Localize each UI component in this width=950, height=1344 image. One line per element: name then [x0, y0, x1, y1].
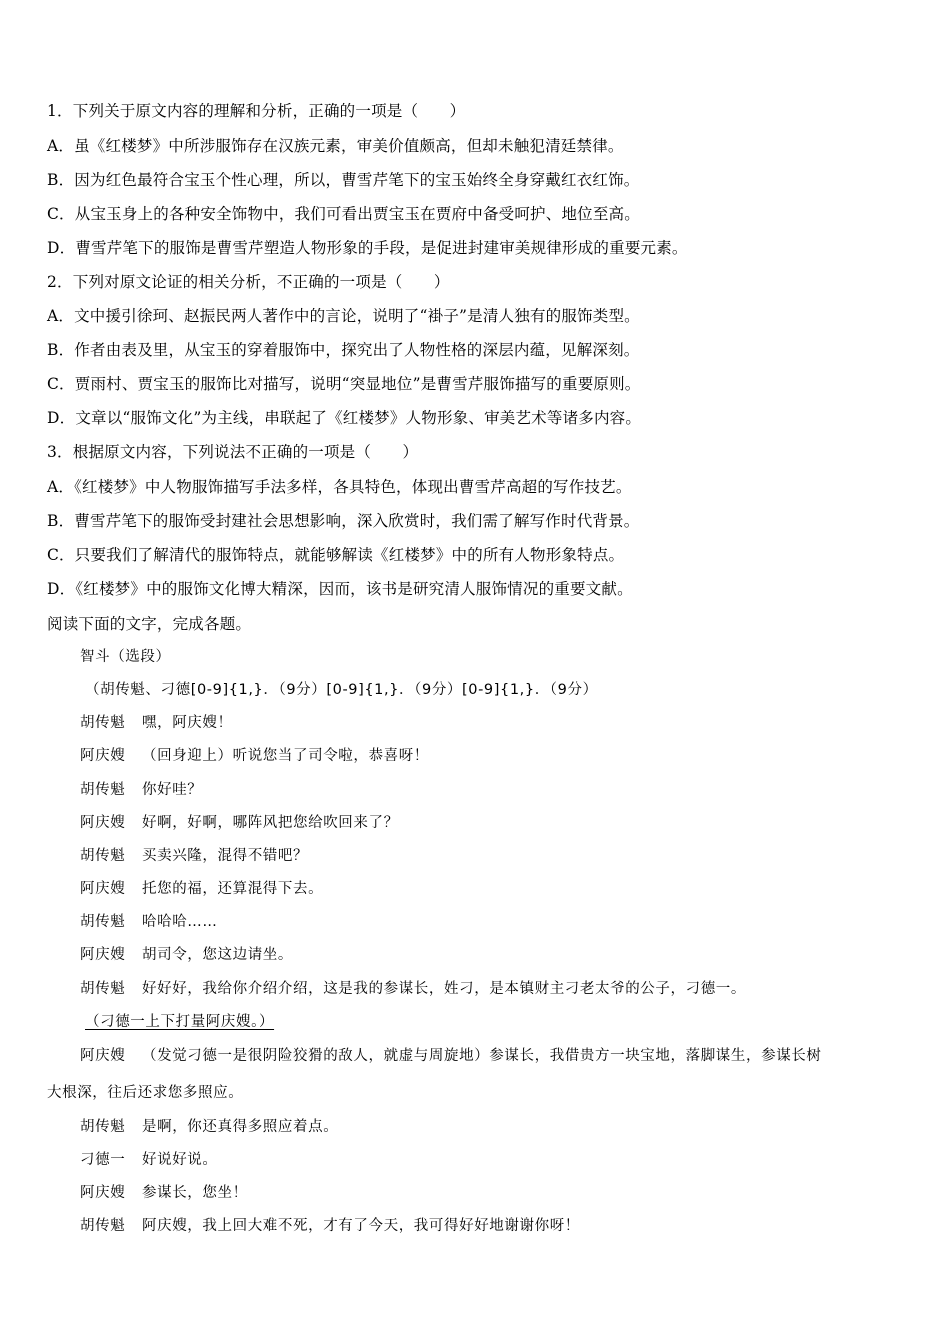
- dialogue-speaker: 胡传魁: [80, 848, 126, 864]
- dialogue-text: 哈哈哈……: [142, 914, 218, 930]
- dialogue-speaker: 胡传魁: [80, 1119, 126, 1135]
- dialogue-line-long: [80, 1046, 822, 1066]
- play-stage-note: （胡传魁、刁德[0-9]{1,}．（9分）[0-9]{1,}．（9分）[0-9]{1,}．（9分）: [85, 682, 598, 698]
- dialogue-speaker: 阿庆嫂: [80, 1048, 126, 1064]
- stage-direction: [85, 1012, 274, 1032]
- dialogue-text: 好好好，我给你介绍介绍，这是我的参谋长，姓刁，是本镇财主刁老太爷的公子，刁德一。: [142, 981, 746, 997]
- dialogue-line: [80, 912, 218, 932]
- question-1-option-c: C．从宝玉身上的各种安全饰物中，我们可看出贾宝玉在贾府中备受呵护、地位至高。: [47, 205, 640, 223]
- question-2-stem: 2．下列对原文论证的相关分析，不正确的一项是（ ）: [47, 273, 450, 291]
- question-1-stem: 1．下列关于原文内容的理解和分析，正确的一项是（ ）: [47, 102, 466, 120]
- question-3-stem: 3．根据原文内容，下列说法不正确的一项是（ ）: [47, 443, 419, 461]
- dialogue-line: [80, 1216, 580, 1236]
- dialogue-text: 阿庆嫂，我上回大难不死，才有了今天，我可得好好地谢谢你呀！: [142, 1218, 580, 1234]
- dialogue-line: [80, 1183, 248, 1203]
- question-2-option-c: C．贾雨村、贾宝玉的服饰比对描写，说明“突显地位”是曹雪芹服饰描写的重要原则。: [47, 375, 641, 393]
- question-2-option-d: D．文章以“服饰文化”为主线，串联起了《红楼梦》人物形象、审美艺术等诸多内容。: [47, 409, 642, 427]
- dialogue-speaker: 胡传魁: [80, 914, 126, 930]
- dialogue-speaker: 胡传魁: [80, 1218, 126, 1234]
- dialogue-speaker: 阿庆嫂: [80, 881, 126, 897]
- dialogue-line: [80, 780, 202, 800]
- dialogue-text: 买卖兴隆，混得不错吧？: [142, 848, 309, 864]
- question-1-option-a: A．虽《红楼梦》中所涉服饰存在汉族元素，审美价值颇高，但却未触犯清廷禁律。: [47, 137, 624, 155]
- question-2-option-b: B．作者由表及里，从宝玉的穿着服饰中，探究出了人物性格的深层内蕴，见解深刻。: [47, 341, 640, 359]
- dialogue-speaker: 胡传魁: [80, 715, 126, 731]
- play-title: 智斗（选段）: [80, 649, 171, 665]
- dialogue-speaker: 刁德一: [80, 1152, 126, 1168]
- dialogue-text: 好说好说。: [142, 1152, 218, 1168]
- dialogue-speaker: 阿庆嫂: [80, 815, 126, 831]
- dialogue-text: 好啊，好啊，哪阵风把您给吹回来了？: [142, 815, 399, 831]
- dialogue-line: [80, 1117, 338, 1137]
- dialogue-line: [80, 713, 233, 733]
- question-3-option-b: B．曹雪芹笔下的服饰受封建社会思想影响，深入欣赏时，我们需了解写作时代背景。: [47, 512, 640, 530]
- dialogue-speaker: 胡传魁: [80, 981, 126, 997]
- dialogue-text: （回身迎上）听说您当了司令啦，恭喜呀！: [142, 748, 429, 764]
- dialogue-speaker: 阿庆嫂: [80, 1185, 126, 1201]
- dialogue-text: 你好哇？: [142, 782, 203, 798]
- question-3-option-c: C．只要我们了解清代的服饰特点，就能够解读《红楼梦》中的所有人物形象特点。: [47, 546, 625, 564]
- dialogue-text: 是啊，你还真得多照应着点。: [142, 1119, 339, 1135]
- dialogue-line-continuation: 大根深，往后还求您多照应。: [47, 1085, 244, 1101]
- question-2-option-a: A．文中援引徐珂、赵振民两人著作中的言论，说明了“褂子”是清人独有的服饰类型。: [47, 307, 640, 325]
- dialogue-line: [80, 813, 399, 833]
- dialogue-speaker: 阿庆嫂: [80, 947, 126, 963]
- question-1-option-d: D．曹雪芹笔下的服饰是曹雪芹塑造人物形象的手段，是促进封建审美规律形成的重要元素。: [47, 239, 688, 257]
- dialogue-text: 嘿，阿庆嫂！: [142, 715, 233, 731]
- question-3-option-d: D．《红楼梦》中的服饰文化博大精深，因而，该书是研究清人服饰情况的重要文献。: [47, 580, 633, 598]
- dialogue-line: [80, 1150, 218, 1170]
- dialogue-speaker: 阿庆嫂: [80, 748, 126, 764]
- dialogue-line: [80, 846, 308, 866]
- dialogue-text: （发觉刁德一是很阴险狡猾的敌人，就虚与周旋地）参谋长，我借贵方一块宝地，落脚谋生，参谋长树: [142, 1048, 822, 1064]
- dialogue-line: [80, 945, 293, 965]
- dialogue-speaker: 胡传魁: [80, 782, 126, 798]
- dialogue-line: [80, 879, 323, 899]
- question-1-option-b: B．因为红色最符合宝玉个性心理，所以，曹雪芹笔下的宝玉始终全身穿戴红衣红饰。: [47, 171, 640, 189]
- dialogue-text: 托您的福，还算混得下去。: [142, 881, 324, 897]
- stage-direction-text: （刁德一上下打量阿庆嫂。）: [85, 1014, 275, 1030]
- dialogue-line: [80, 746, 429, 766]
- reading-intro: 阅读下面的文字，完成各题。: [47, 615, 252, 633]
- dialogue-text: 参谋长，您坐！: [142, 1185, 248, 1201]
- dialogue-text: 胡司令，您这边请坐。: [142, 947, 293, 963]
- question-3-option-a: A．《红楼梦》中人物服饰描写手法多样，各具特色，体现出曹雪芹高超的写作技艺。: [47, 478, 632, 496]
- dialogue-line: [80, 979, 746, 999]
